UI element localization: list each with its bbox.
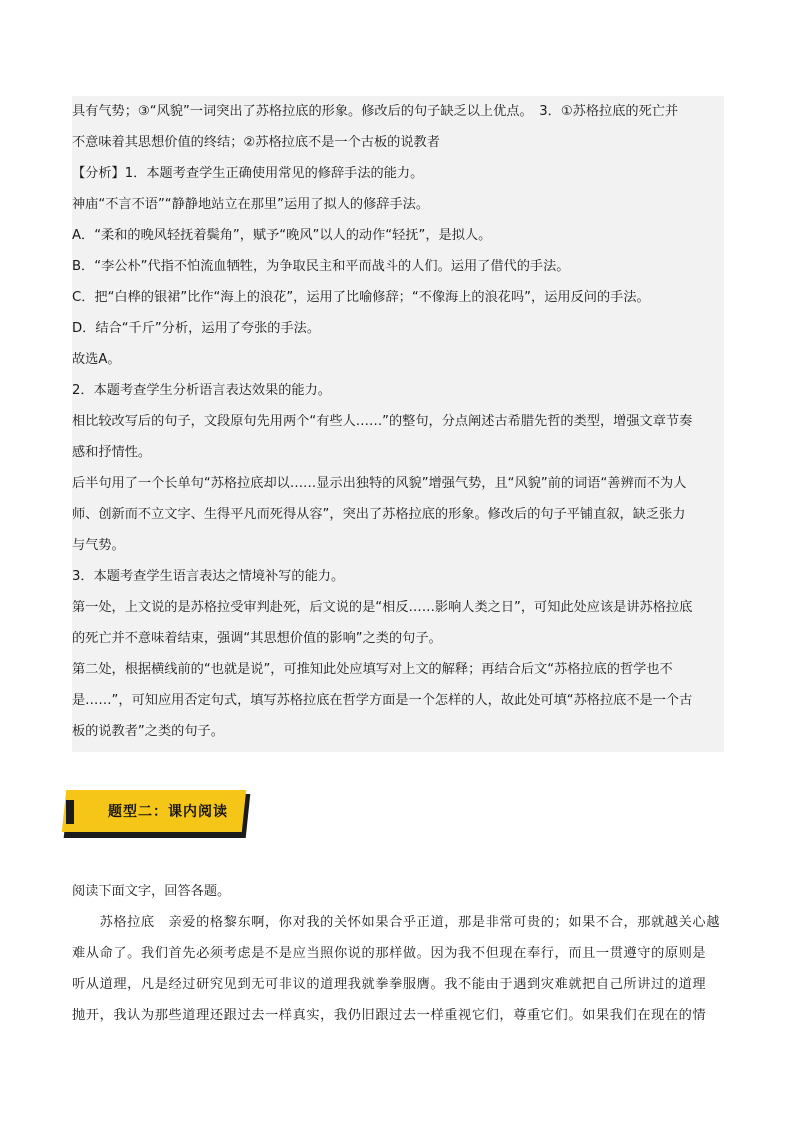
- answer-line: 师、创新而不立文字、生得平凡而死得从容”，突出了苏格拉底的形象。修改后的句子平铺直叙，缺乏张力: [72, 507, 686, 522]
- tag-accent-mark: [66, 800, 74, 824]
- answer-line: 后半句用了一个长单句“苏格拉底却以……显示出独特的风貌”增强气势，且“风貌”前的词语“善辨而不为人: [72, 476, 687, 491]
- passage-line: 难从命了。我们首先必须考虑是不是应当照你说的那样做。因为我不但现在奉行，而且一贯遵守的原则是: [72, 946, 707, 961]
- reading-instruction: 阅读下面文字，回答各题。: [72, 884, 231, 899]
- analysis-heading: 【分析】1．本题考查学生正确使用常见的修辞手法的能力。: [72, 166, 424, 181]
- option-c: C．把“白桦的银裙”比作“海上的浪花”，运用了比喻修辞；“不像海上的浪花吗”，运用反问的手法。: [72, 290, 650, 305]
- answer-choice: 故选A。: [72, 352, 121, 367]
- answer-line: 神庙“不言不语”“静静地站立在那里”运用了拟人的修辞手法。: [72, 197, 430, 212]
- passage-line: 听从道理，凡是经过研究见到无可非议的道理我就拳拳服膺。我不能由于遇到灾难就把自己所讲过的道理: [72, 977, 707, 992]
- answer-line: 相比较改写后的句子，文段原句先用两个“有些人……”的整句，分点阐述古希腊先哲的类型，增强文章节奏: [72, 414, 693, 429]
- section-title: 题型二：课内阅读: [108, 804, 228, 820]
- answer-line: 与气势。: [72, 538, 125, 553]
- answer-line: 板的说教者”之类的句子。: [72, 724, 224, 739]
- answer-line: 不意味着其思想价值的终结；②苏格拉底不是一个古板的说教者: [72, 135, 440, 150]
- option-b: B．“李公朴”代指不怕流血牺牲，为争取民主和平而战斗的人们。运用了借代的手法。: [72, 259, 570, 274]
- answer-line: 的死亡并不意味着结束，强调“其思想价值的影响”之类的句子。: [72, 631, 442, 646]
- answer-line: 3．本题考查学生语言表达之情境补写的能力。: [72, 569, 345, 584]
- passage-line: 抛开，我认为那些道理还跟过去一样真实，我仍旧跟过去一样重视它们，尊重它们。如果我们在现在的情: [72, 1008, 707, 1023]
- answer-line: 是……”，可知应用否定句式，填写苏格拉底在哲学方面是一个怎样的人，故此处可填“苏格拉底不是一个古: [72, 693, 693, 708]
- answer-line: 具有气势；③“风貌”一词突出了苏格拉底的形象。修改后的句子缺乏以上优点。 3．①苏格拉底的死亡并: [72, 104, 679, 119]
- option-a: A．“柔和的晚风轻抚着鬓角”，赋予“晚风”以人的动作“轻抚”，是拟人。: [72, 228, 492, 243]
- answer-line: 第二处，根据横线前的“也就是说”，可推知此处应填写对上文的解释；再结合后文“苏格拉底的哲学也不: [72, 662, 673, 677]
- passage-line: 苏格拉底 亲爱的格黎东啊，你对我的关怀如果合乎正道，那是非常可贵的；如果不合，那就越关心越: [72, 915, 721, 930]
- section-heading-tag: [64, 790, 248, 838]
- answer-line: 感和抒情性。: [72, 445, 152, 460]
- answer-line: 第一处，上文说的是苏格拉受审判赴死，后文说的是“相反……影响人类之日”，可知此处应该是讲苏格拉底: [72, 600, 693, 615]
- answer-line: 2．本题考查学生分析语言表达效果的能力。: [72, 383, 331, 398]
- option-d: D．结合“千斤”分析，运用了夸张的手法。: [72, 321, 321, 336]
